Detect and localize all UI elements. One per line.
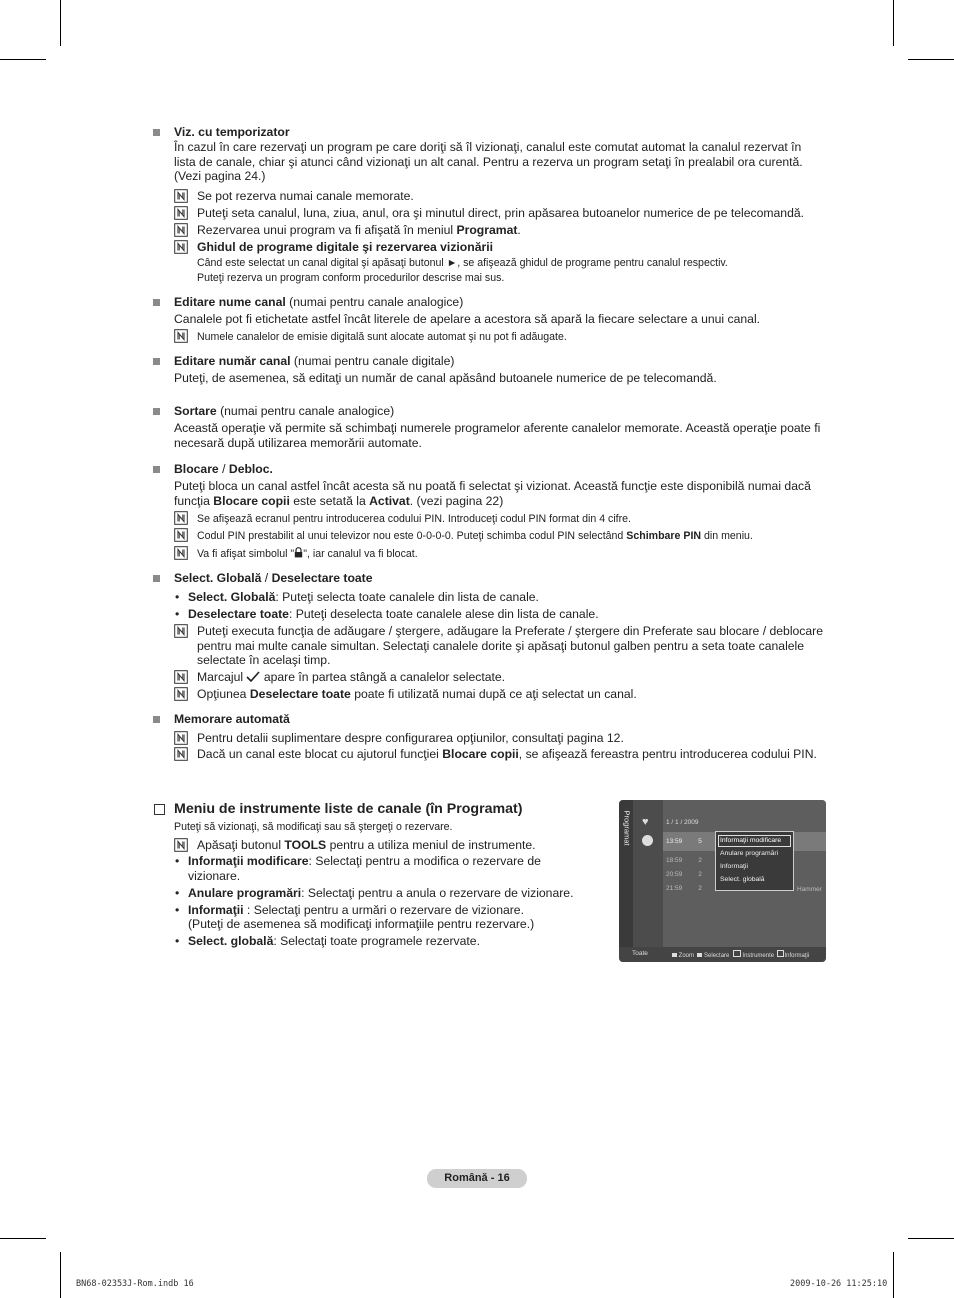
date-label: 1 / 1 / 2009 bbox=[666, 819, 699, 826]
print-slug-left: BN68-02353J-Rom.indb 16 bbox=[76, 1279, 194, 1289]
print-slug-right: 2009-10-26 11:25:10 bbox=[790, 1279, 888, 1289]
section-viz-temporizator bbox=[152, 125, 824, 285]
note-icon bbox=[174, 206, 188, 220]
crop-mark bbox=[0, 1238, 46, 1239]
page-number-badge: Română - 16 bbox=[427, 1169, 527, 1188]
popup-item-selected[interactable]: Informaţii modificare bbox=[718, 835, 791, 847]
bottom-bar-label: Toate bbox=[632, 950, 648, 957]
tools-popup bbox=[715, 831, 794, 891]
section-title: Deselectare toate bbox=[271, 571, 373, 586]
crop-mark bbox=[893, 1252, 894, 1298]
note-icon bbox=[174, 670, 188, 684]
section-qualifier: (numai pentru canale analogice) bbox=[216, 404, 395, 419]
crop-mark bbox=[0, 59, 46, 60]
note-text: Numele canalelor de emisie digitală sunt alocate automat şi nu pot fi adăugate. bbox=[197, 330, 567, 343]
program-name: Hammer bbox=[797, 886, 822, 893]
crop-mark bbox=[893, 0, 894, 46]
list-item: • Select. globală: Selectaţi toate programele rezervate. bbox=[175, 934, 480, 949]
note bbox=[174, 624, 824, 668]
section-title: Select. Globală bbox=[174, 571, 262, 586]
crop-mark bbox=[908, 1238, 954, 1239]
note-bold: Programat bbox=[456, 222, 518, 237]
note-icon bbox=[174, 528, 188, 542]
section-body: Această operaţie vă permite să schimbaţi numerele programelor aferente canalelor memorate. Această operaţie poate fi necesară după utilizarea memorării automate. bbox=[174, 420, 821, 450]
list-item: • Informaţii : Selectaţi pentru a urmări o rezervare de vizionare. (Puteţi de asemenea să modificaţi informaţiile pentru rezervare.) bbox=[175, 902, 535, 932]
note-icon bbox=[174, 240, 188, 254]
square-bullet-icon bbox=[153, 129, 160, 136]
section-title: Editare nume canal bbox=[174, 295, 286, 310]
tools-intro: Puteţi să vizionaţi, să modificaţi sau să ştergeţi o rezervare. bbox=[174, 821, 453, 833]
note-detail: Puteţi rezerva un program conform procedurilor descrise mai sus. bbox=[197, 271, 505, 284]
note-icon bbox=[174, 189, 188, 203]
table-row: 18:59 2 bbox=[666, 857, 702, 864]
note-text: Puteţi seta canalul, luna, ziua, anul, ora şi minutul direct, prin apăsarea butoanelor numerice de pe telecomandă. bbox=[197, 205, 805, 220]
tools-heading-row bbox=[152, 800, 592, 818]
square-bullet-icon bbox=[153, 716, 160, 723]
section-title: Sortare bbox=[174, 404, 217, 419]
list-item: • Deselectare toate: Puteţi deselecta toate canalele alese din lista de canale. bbox=[175, 606, 599, 621]
section-memorare-automata bbox=[152, 712, 824, 762]
note bbox=[174, 838, 592, 853]
section-title: Memorare automată bbox=[174, 711, 290, 726]
note bbox=[174, 206, 824, 221]
note-text: Codul PIN prestabilit al unui televizor nou este 0-0-0-0. Puteţi schimba codul PIN selectând Schimbare PIN din meniu. bbox=[197, 530, 753, 543]
note bbox=[174, 731, 824, 746]
note-detail: Când este selectat un canal digital şi apăsaţi butonul ►, se afişează ghidul de programe pentru canalul respectiv. bbox=[197, 257, 728, 270]
note bbox=[174, 528, 824, 544]
note-heading: Ghidul de programe digitale şi rezervarea vizionării bbox=[197, 239, 493, 254]
section-title: Debloc. bbox=[228, 462, 273, 477]
bottom-legend: Zoom Selectare Instrumente Informaţii bbox=[672, 950, 809, 959]
square-bullet-icon bbox=[153, 408, 160, 415]
popup-item[interactable]: Anulare programări bbox=[720, 850, 779, 857]
section-body: În cazul în care rezervaţi un program pe care doriţi să îl vizionaţi, canalul este comutat automat la canalul rezervat în lista de canale, chiar şi atunci când vizionaţi un alt canal. Pentru a rezerva un program setaţi în prealabil ora curentă. (Vezi pagina 24.) bbox=[174, 139, 803, 184]
legend-key-icon bbox=[672, 953, 677, 957]
section-select-globala bbox=[152, 571, 824, 701]
note bbox=[174, 189, 824, 204]
tv-screen-illustration bbox=[619, 800, 826, 962]
note-text: Pentru detalii suplimentare despre configurarea opţiunilor, consultaţi pagina 12. bbox=[197, 730, 624, 745]
section-title: Viz. cu temporizator bbox=[174, 125, 290, 139]
list-item: • Informaţii modificare: Selectaţi pentru a modifica o rezervare de vizionare. bbox=[175, 854, 541, 884]
note-icon bbox=[174, 687, 188, 701]
legend-key-icon bbox=[697, 953, 702, 957]
note-text: Se pot rezerva numai canale memorate. bbox=[197, 189, 414, 204]
lock-icon bbox=[294, 547, 303, 558]
crop-mark bbox=[60, 1252, 61, 1298]
tools-heading: Meniu de instrumente liste de canale (în Programat) bbox=[174, 801, 523, 817]
note-icon bbox=[174, 511, 188, 525]
note bbox=[174, 329, 824, 345]
section-sortare bbox=[152, 404, 824, 450]
section-title: Editare număr canal bbox=[174, 354, 291, 369]
checkmark-icon bbox=[246, 671, 260, 682]
note bbox=[174, 511, 824, 527]
popup-item[interactable]: Informaţii bbox=[720, 863, 748, 870]
clock-icon bbox=[642, 835, 653, 846]
note-text: Opţiunea Deselectare toate poate fi utilizată numai după ce aţi selectat un canal. bbox=[197, 686, 637, 701]
section-editare-numar bbox=[152, 354, 824, 386]
tools-section bbox=[152, 800, 592, 949]
note bbox=[174, 747, 824, 762]
separator: / bbox=[261, 571, 272, 586]
note bbox=[174, 546, 824, 562]
note-text: Dacă un canal este blocat cu ajutorul funcţiei Blocare copii, se afişează fereastra pentru introducerea codului PIN. bbox=[197, 747, 817, 762]
section-qualifier: (numai pentru canale digitale) bbox=[290, 354, 455, 369]
side-label: Programat bbox=[622, 810, 632, 846]
tools-key-icon bbox=[733, 950, 741, 957]
section-body: Puteţi, de asemenea, să editaţi un număr de canal apăsând butoanele numerice de pe telecomandă. bbox=[174, 371, 717, 386]
section-title: Blocare bbox=[174, 462, 219, 477]
popup-item[interactable]: Select. globală bbox=[720, 876, 765, 883]
note-text: Va fi afişat simbolul " ", iar canalul va fi blocat. bbox=[197, 547, 418, 560]
tools-body bbox=[152, 820, 592, 949]
main-content bbox=[152, 125, 824, 771]
note-icon bbox=[174, 329, 188, 343]
heart-icon: ♥ bbox=[642, 816, 649, 828]
note-text: Rezervarea unui program va fi afişată în meniul bbox=[197, 222, 457, 237]
table-row: 21:59 2 bbox=[666, 885, 702, 892]
section-blocare bbox=[152, 462, 824, 561]
separator: / bbox=[218, 462, 229, 477]
square-bullet-icon bbox=[153, 299, 160, 306]
note-icon bbox=[174, 624, 188, 638]
note-text: Se afişează ecranul pentru introducerea codului PIN. Introduceţi codul PIN format din 4 cifre. bbox=[197, 512, 631, 525]
list-item: • Anulare programări: Selectaţi pentru a anula o rezervare de vizionare. bbox=[175, 885, 574, 900]
crop-mark bbox=[908, 59, 954, 60]
note-icon bbox=[174, 838, 188, 852]
table-row: 20:59 2 bbox=[666, 871, 702, 878]
crop-mark bbox=[60, 0, 61, 46]
note-text: . bbox=[517, 222, 521, 237]
note bbox=[174, 223, 824, 238]
note-icon bbox=[174, 223, 188, 237]
note bbox=[174, 687, 824, 702]
section-editare-nume bbox=[152, 295, 824, 344]
table-row: 13:59 5 bbox=[666, 838, 702, 845]
section-body: Puteţi bloca un canal astfel încât acesta să nu poată fi selectat şi vizionat. Această funcţie este disponibilă numai dacă funcţia Blocare copii este setată la Activat. (vezi pagina 22) bbox=[174, 479, 811, 509]
section-body: Canalele pot fi etichetate astfel încât literele de apelare a acestora să apară la fiecare selectare a unui canal. bbox=[174, 312, 761, 327]
square-bullet-icon bbox=[153, 575, 160, 582]
note-text: Apăsaţi butonul TOOLS pentru a utiliza meniul de instrumente. bbox=[197, 837, 536, 852]
note-icon bbox=[174, 731, 188, 745]
square-bullet-icon bbox=[153, 466, 160, 473]
section-qualifier: (numai pentru canale analogice) bbox=[285, 295, 464, 310]
checkbox-bullet-icon bbox=[154, 804, 165, 815]
note-icon bbox=[174, 747, 188, 761]
note bbox=[174, 240, 824, 286]
list-item: • Select. Globală: Puteţi selecta toate canalele din lista de canale. bbox=[175, 590, 539, 605]
note-icon bbox=[174, 546, 188, 560]
note-text: Puteţi executa funcţia de adăugare / ştergere, adăugare la Preferate / ştergere din Preferate sau blocare / deblocare pentru mai multe canale simultan. Selectaţi canalele dorite şi apăsaţi butonul galben pentru a seta toate canalele selectate în acelaşi timp. bbox=[197, 623, 824, 668]
note-text: Marcajul apare în partea stângă a canalelor selectate. bbox=[197, 670, 506, 685]
square-bullet-icon bbox=[153, 358, 160, 365]
note bbox=[174, 670, 824, 685]
